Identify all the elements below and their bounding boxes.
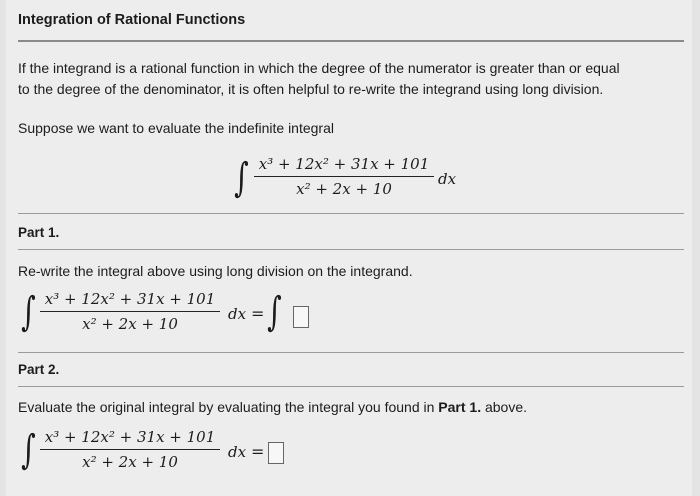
part1-label-divider bbox=[18, 249, 684, 250]
part2-instruction-end: above. bbox=[481, 399, 528, 415]
integral-sign-main: ∫ bbox=[234, 155, 249, 201]
main-denominator: x² + 2x + 10 bbox=[296, 180, 392, 198]
part1-instruction: Re-write the integral above using long division on the integrand. bbox=[18, 263, 413, 279]
integral-sign-part2: ∫ bbox=[21, 427, 36, 473]
part2-top-divider bbox=[18, 352, 684, 353]
fraction-bar bbox=[254, 176, 434, 177]
integral-sign-answer: ∫ bbox=[267, 289, 282, 335]
intro-line-2: to the degree of the denominator, it is often helpful to re-write the integrand using long division. bbox=[18, 81, 604, 97]
integral-sign-part1: ∫ bbox=[21, 289, 36, 335]
part1-fraction bbox=[40, 290, 220, 333]
fraction-bar bbox=[40, 311, 220, 312]
part2-equals: = bbox=[251, 442, 265, 461]
part2-answer-input[interactable] bbox=[268, 442, 284, 464]
part2-instruction-ref: Part 1. bbox=[438, 399, 482, 415]
part2-label-divider bbox=[18, 386, 684, 387]
main-fraction bbox=[254, 155, 434, 198]
part1-answer-input[interactable] bbox=[293, 306, 309, 328]
intro-line-1: If the integrand is a rational function in which the degree of the numerator is greater than or equal bbox=[18, 60, 620, 76]
main-numerator: x³ + 12x² + 31x + 101 bbox=[258, 155, 430, 173]
part2-instruction-text: Evaluate the original integral by evaluating the integral you found in bbox=[18, 399, 439, 415]
suppose-text: Suppose we want to evaluate the indefinite integral bbox=[18, 120, 334, 136]
problem-page bbox=[6, 0, 692, 496]
part2-instruction bbox=[18, 397, 527, 417]
part1-label: Part 1. bbox=[18, 225, 60, 240]
part1-numerator: x³ + 12x² + 31x + 101 bbox=[44, 290, 216, 308]
part1-dx: dx bbox=[228, 305, 247, 323]
part2-fraction bbox=[40, 428, 220, 471]
part2-numerator: x³ + 12x² + 31x + 101 bbox=[44, 428, 216, 446]
main-dx: dx bbox=[438, 170, 457, 188]
part1-denominator: x² + 2x + 10 bbox=[82, 315, 178, 333]
part1-equals: = bbox=[251, 304, 265, 323]
problem-title: Integration of Rational Functions bbox=[18, 12, 246, 28]
title-divider bbox=[18, 40, 684, 42]
part2-denominator: x² + 2x + 10 bbox=[82, 453, 178, 471]
part1-top-divider bbox=[18, 213, 684, 214]
fraction-bar bbox=[40, 449, 220, 450]
part2-dx: dx bbox=[228, 443, 247, 461]
part2-label: Part 2. bbox=[18, 362, 60, 377]
